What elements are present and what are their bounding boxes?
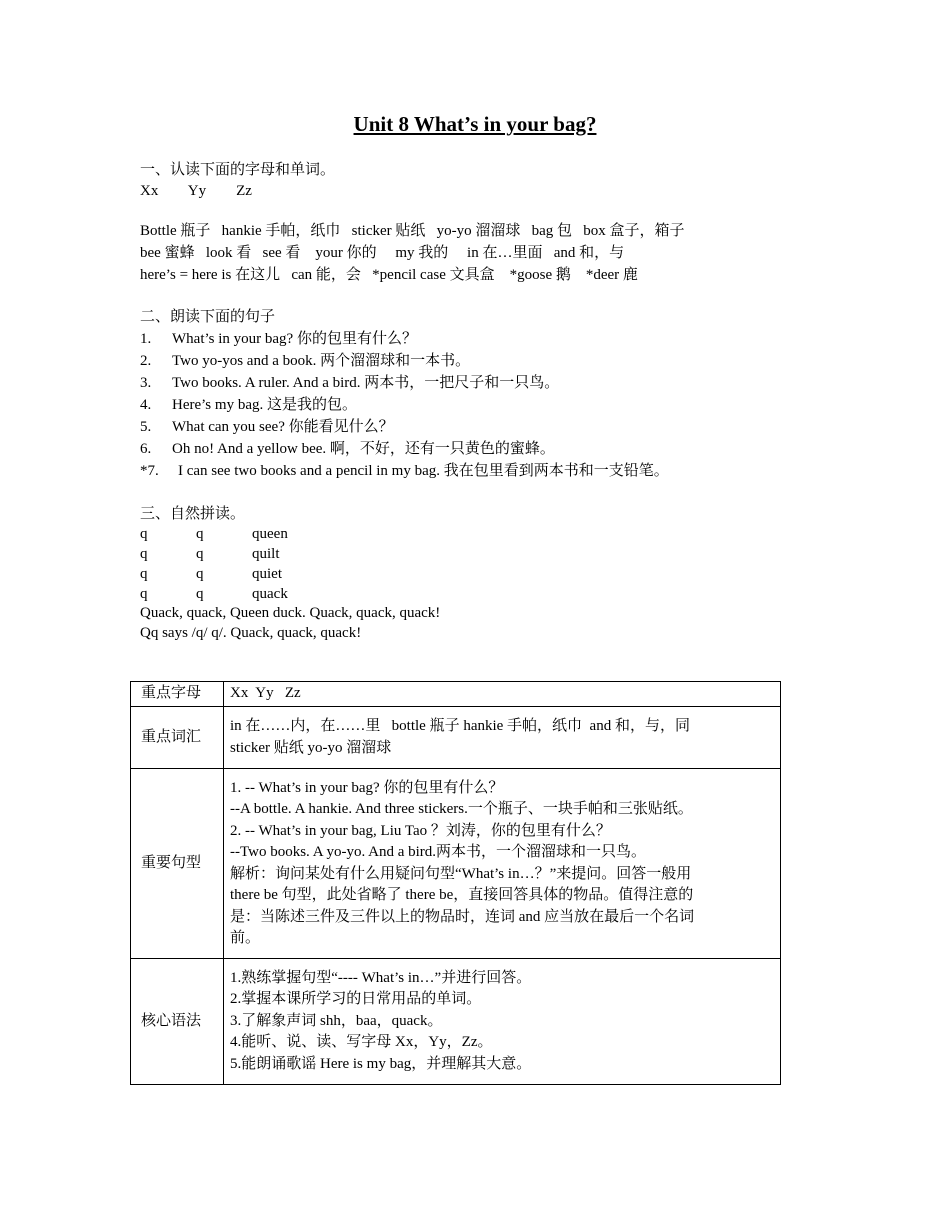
- phonics-letter: q: [196, 546, 204, 562]
- table-row: [131, 959, 781, 1085]
- phonics-row: [0, 584, 950, 604]
- letters-line: Xx Yy Zz: [140, 183, 252, 199]
- sentence-pattern-line: 2. -- What’s in your bag, Liu Tao ？刘涛，你的包里有什么？: [230, 822, 611, 839]
- sentence-item: [140, 351, 470, 371]
- grammar-line: 4.能听、说、读、写字母 Xx，Yy，Zz。: [230, 1034, 493, 1051]
- sentence-pattern-line: --A bottle. A hankie. And three stickers.一个瓶子、一块手帕和三张贴纸。: [230, 801, 693, 817]
- grammar-line: 3.了解象声词 shh，baa，quack。: [230, 1012, 443, 1029]
- vocab-value-line: in 在……内，在……里 bottle 瓶子 hankie 手帕，纸巾 and 和，与，同: [230, 718, 690, 734]
- vocab-value: [224, 707, 781, 769]
- vocab-label: 重点词汇: [131, 707, 224, 769]
- letters-label: 重点字母: [131, 682, 224, 707]
- table-row: [131, 682, 781, 707]
- sentence-number: 4.: [140, 397, 152, 413]
- phonics-letter: q: [140, 546, 148, 562]
- phonics-row: [0, 564, 950, 584]
- sentence-item: [140, 417, 394, 437]
- sentence-text: I can see two books and a pencil in my bag. 我在包里看到两本书和一支铅笔。: [178, 463, 669, 479]
- sentence-number: 3.: [140, 375, 152, 391]
- phonics-letter: q: [140, 526, 148, 542]
- grammar-line: 2.掌握本课所学习的日常用品的单词。: [230, 991, 482, 1008]
- sentence-text: Two yo-yos and a book. 两个溜溜球和一本书。: [172, 353, 471, 369]
- table-row: [131, 769, 781, 959]
- letters-value: Xx Yy Zz: [224, 682, 781, 707]
- summary-table: [130, 681, 781, 1085]
- sentence-item: [140, 439, 555, 459]
- sentence-item: [140, 373, 559, 393]
- phonics-letter: q: [196, 526, 204, 542]
- chant-line: Qq says /q/ q/. Quack, quack, quack!: [140, 625, 362, 641]
- sentence-text: What can you see? 你能看见什么？: [172, 419, 394, 435]
- table-row: [131, 707, 781, 769]
- grammar-value: [224, 959, 781, 1085]
- sentence-number: 2.: [140, 353, 152, 369]
- section1-heading: 一、认读下面的字母和单词。: [140, 162, 336, 178]
- phonics-letter: q: [140, 566, 148, 582]
- vocab-line: bee 蜜蜂 look 看 see 看 your 你的 my 我的 in 在…里面 and 和，与: [140, 245, 625, 261]
- vocab-value-line: sticker 贴纸 yo-yo 溜溜球: [230, 739, 392, 756]
- phonics-word: queen: [252, 526, 288, 542]
- sentence-number: 6.: [140, 441, 152, 457]
- sentence-item: [140, 329, 417, 349]
- sentence-item: [140, 461, 669, 481]
- phonics-letter: q: [196, 586, 204, 602]
- sentence-number: *7.: [140, 463, 159, 479]
- sentence-pattern-line: 解析：询问某处有什么用疑问句型“What’s in…？”来提问。回答一般用: [230, 865, 692, 882]
- vocab-line: Bottle 瓶子 hankie 手帕，纸巾 sticker 贴纸 yo-yo 溜溜球 bag 包 box 盒子，箱子: [140, 223, 685, 239]
- phonics-letter: q: [196, 566, 204, 582]
- phonics-row: [0, 544, 950, 564]
- phonics-letter: q: [140, 586, 148, 602]
- sentence-text: What’s in your bag? 你的包里有什么？: [172, 331, 417, 347]
- sentence-pattern-line: 1. -- What’s in your bag? 你的包里有什么？: [230, 779, 504, 796]
- sentence-pattern-line: --Two books. A yo-yo. And a bird.两本书，一个溜溜球和一只鸟。: [230, 844, 647, 860]
- phonics-word: quilt: [252, 546, 280, 562]
- sentence-value: [224, 769, 781, 959]
- sentence-number: 1.: [140, 331, 152, 347]
- sentence-label: 重要句型: [131, 769, 224, 959]
- sentence-item: [140, 395, 357, 415]
- sentence-text: Two books. A ruler. And a bird. 两本书，一把尺子和一只鸟。: [172, 375, 560, 391]
- sentence-pattern-line: there be 句型，此处省略了 there be，直接回答具体的物品。值得注意的: [230, 887, 694, 903]
- section2-heading: 二、朗读下面的句子: [140, 309, 276, 325]
- phonics-word: quack: [252, 586, 288, 602]
- vocab-line: here’s = here is 在这儿 can 能，会 *pencil case 文具盒 *goose 鹅 *deer 鹿: [140, 267, 638, 283]
- section3-heading: 三、自然拼读。: [140, 506, 246, 522]
- phonics-row: [0, 524, 950, 544]
- page-title: Unit 8 What’s in your bag?: [353, 112, 597, 136]
- grammar-line: 5.能朗诵歌谣 Here is my bag，并理解其大意。: [230, 1055, 532, 1072]
- sentence-pattern-line: 前。: [230, 930, 261, 946]
- sentence-pattern-line: 是：当陈述三件及三件以上的物品时，连词 and 应当放在最后一个名词: [230, 908, 695, 925]
- sentence-text: Oh no! And a yellow bee. 啊，不好，还有一只黄色的蜜蜂。: [172, 441, 555, 457]
- sentence-text: Here’s my bag. 这是我的包。: [172, 397, 357, 413]
- chant-line: Quack, quack, Queen duck. Quack, quack, quack!: [140, 605, 441, 621]
- phonics-word: quiet: [252, 566, 282, 582]
- grammar-line: 1.熟练掌握句型“---- What’s in…”并进行回答。: [230, 969, 532, 986]
- grammar-label: 核心语法: [131, 959, 224, 1085]
- sentence-number: 5.: [140, 419, 152, 435]
